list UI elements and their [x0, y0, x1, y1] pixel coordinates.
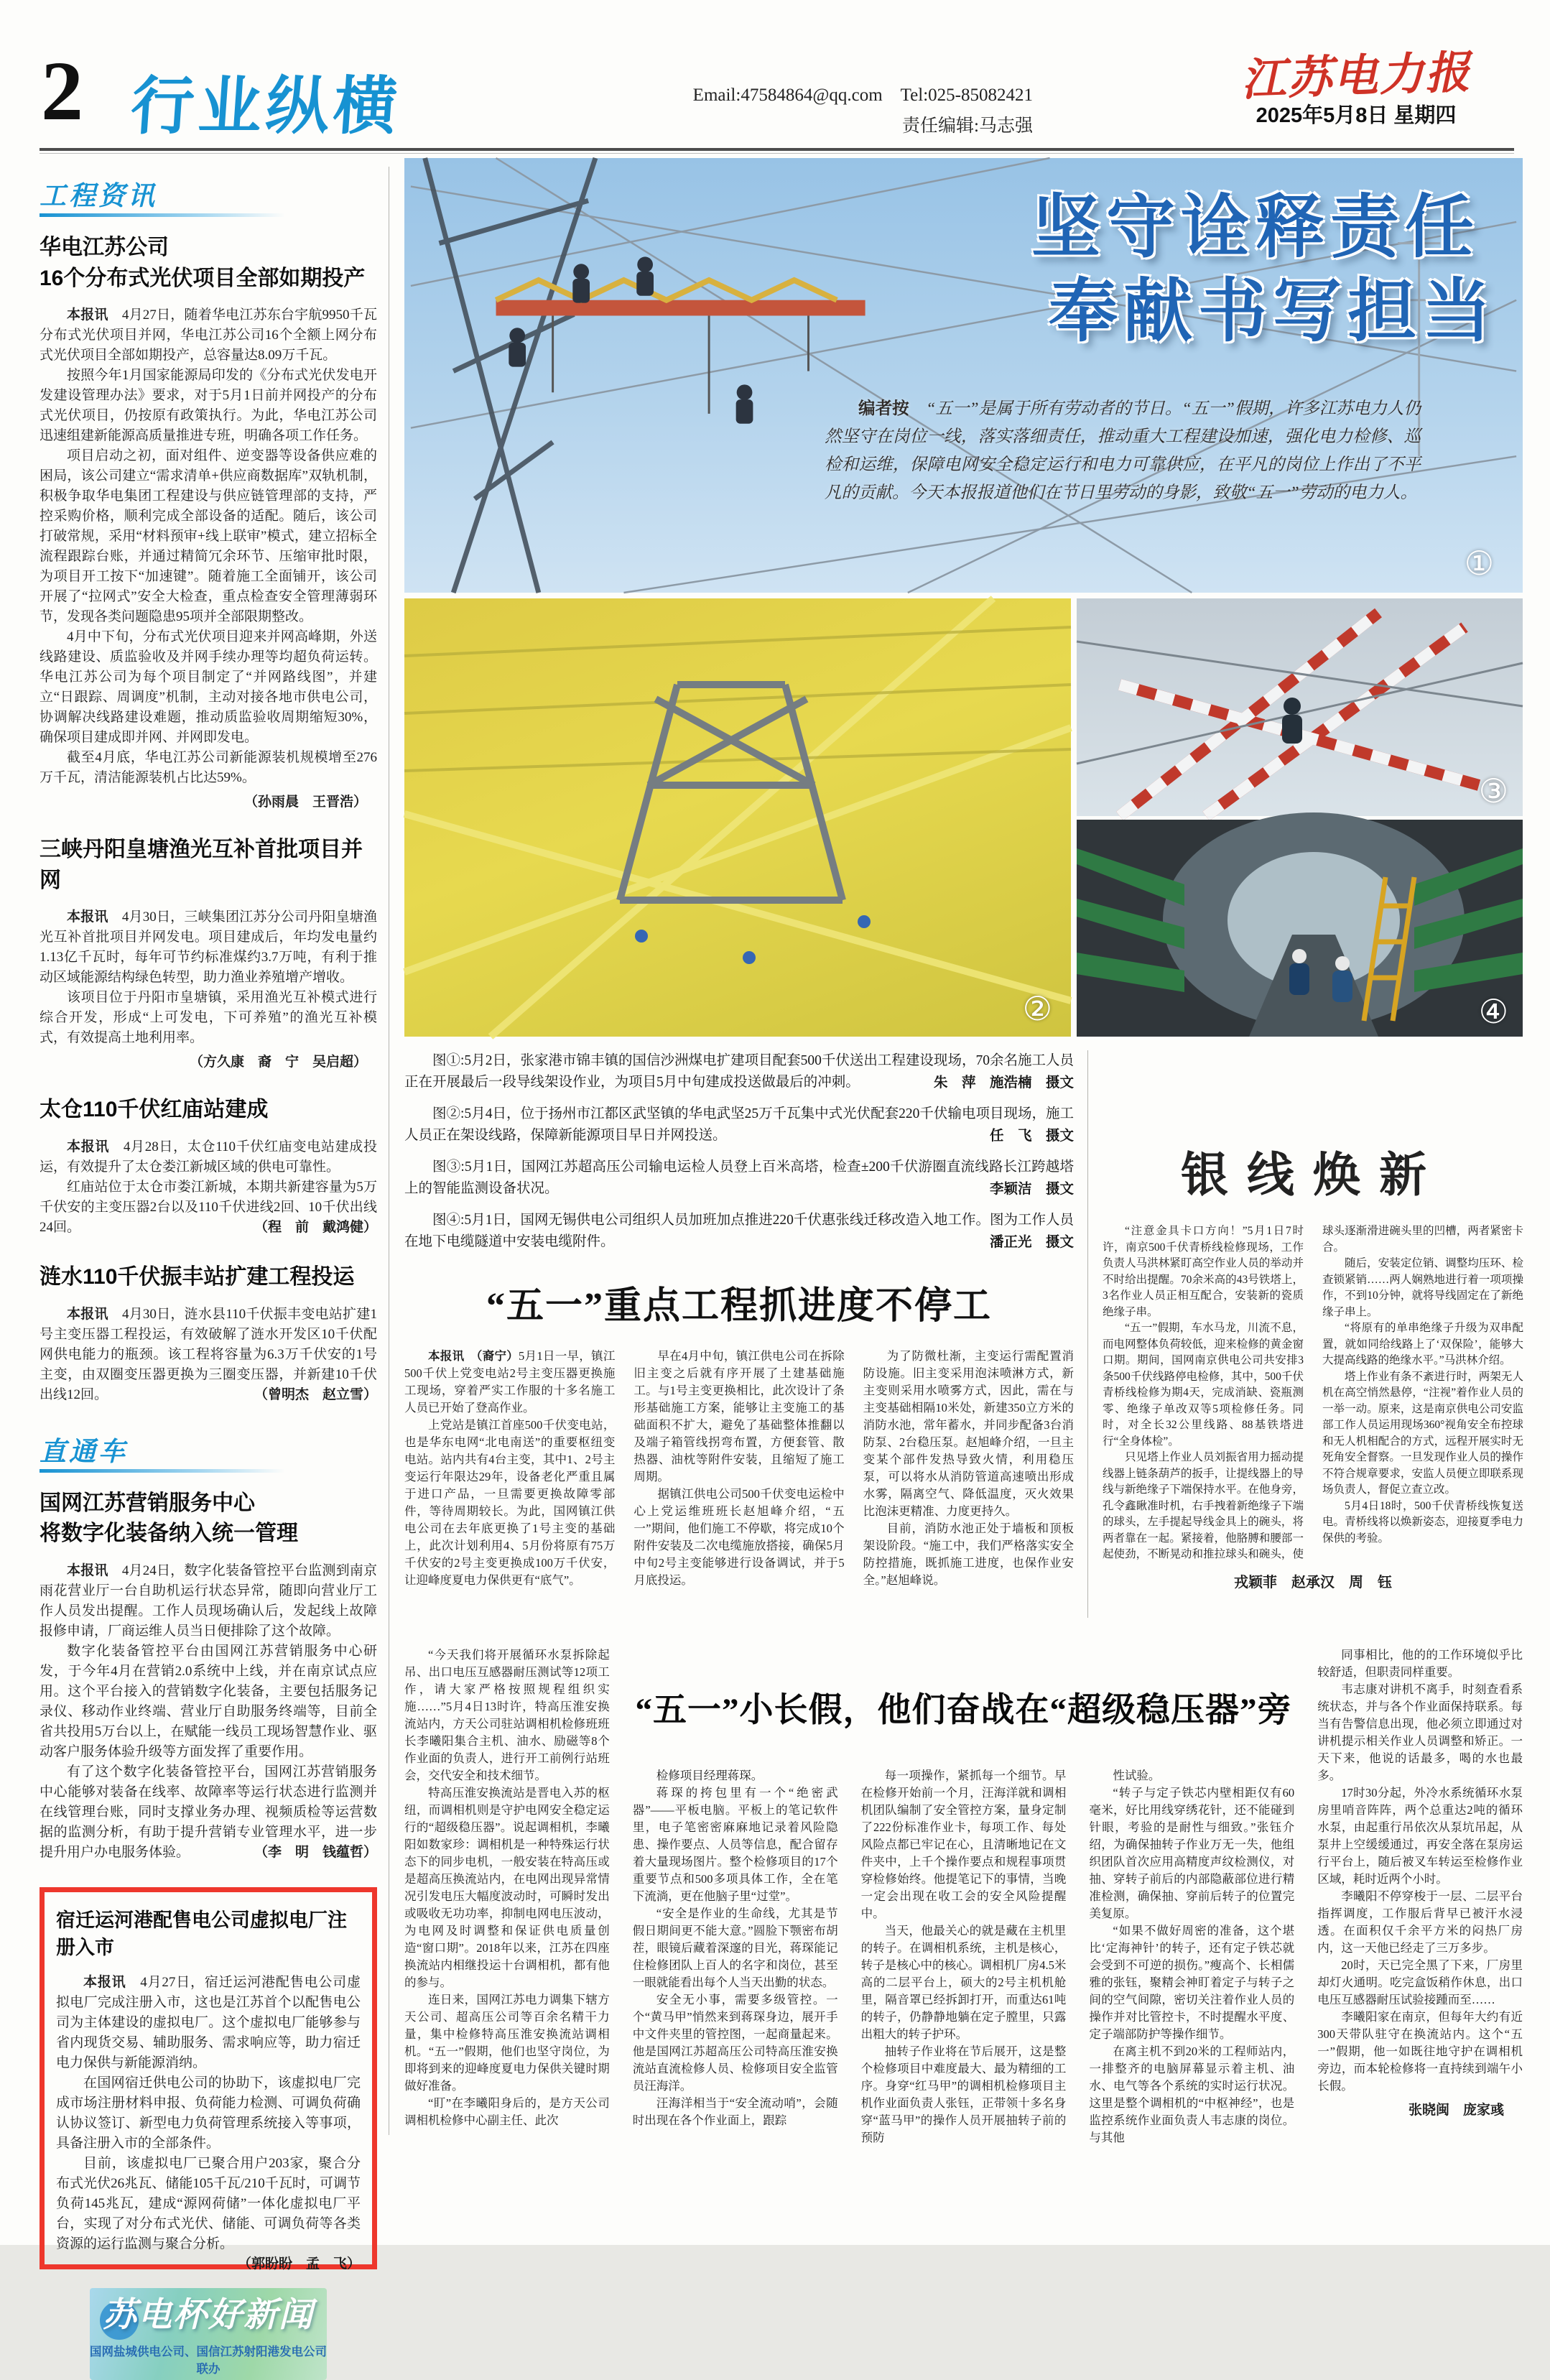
article-silver-lines: [1103, 1136, 1523, 1616]
bottom-column-1: [404, 1647, 610, 2241]
article-title: [56, 1907, 361, 1962]
lead-label: 本报讯: [67, 1306, 122, 1322]
banner-subtitle: 国网盐城供电公司、国信江苏射阳港发电公司联办: [90, 2345, 327, 2376]
paragraph: 目前，该虚拟电厂已聚合用户203家，聚合分布式光伏26兆瓦、储能105千瓦/210千瓦时，可调节负荷145兆瓦，建成“源网荷储”一体化虚拟电厂平台，实现了对分布式光伏、储能、可调负荷等各类资源的运行监测与聚合分析。 （郭盼盼 孟 飞）: [56, 2154, 361, 2254]
photo-headline-line-1: 坚守诠释责任: [1031, 189, 1480, 266]
key-projects-body: [404, 1348, 1074, 1589]
editor-note: [825, 395, 1421, 507]
lead-label: 本报讯 （裔宁）: [428, 1350, 519, 1363]
tel-text: Tel:025-85082421: [900, 85, 1033, 105]
article-title: [40, 233, 377, 294]
paragraph: 5月4日18时，500千伏青桥线恢复送电。青桥线将以焕新姿态，迎接夏季电力保供的考验。: [1322, 1499, 1523, 1545]
page-header: [40, 43, 1514, 147]
photo-caption: 图④:5月1日，国网无锡供电公司组织人员加班加点推进220千伏惠张线迁移改造入地工作。图为工作人员在地下电缆隧道中安装电缆附件。 潘正光 摄文: [404, 1210, 1074, 1253]
photo-4-image: [1077, 820, 1523, 1037]
photo-caption: 图②:5月4日，位于扬州市江都区武坚镇的华电武坚25万千瓦集中式光伏配套220千伏输电项目现场，施工人员正在架设线路，保障新能源项目早日并网投送。 任 飞 摄文: [404, 1103, 1074, 1147]
section-title: 行业纵横: [129, 70, 404, 142]
article-title-line: 国网江苏营销服务中心: [40, 1491, 255, 1515]
paragraph: 本报讯 4月30日，涟水县110千伏振丰变电站扩建1号主变压器工程投运，有效破解了涟水开发区10千伏配网供电能力的瓶颈。该工程将容量为6.3万千伏安的1号主变，由双圈变压器更换为三圈变压器，并新建10千伏出线12回。 （曾明杰 赵立雪）: [40, 1305, 377, 1405]
bottom-column-4: [1089, 1767, 1294, 2241]
photo-headline: [962, 185, 1497, 353]
silver-article-title: 银线焕新: [1181, 1149, 1445, 1202]
article-title: [40, 1488, 377, 1550]
lead-label: 本报讯: [67, 1562, 122, 1578]
paragraph: “今天我们将开展循环水泵拆除起吊、出口电压互感器耐压测试等12项工作，请大家严格按照规程组织实施……”5月4日13时许，特高压淮安换流站内，方天公司驻站调相机检修班班长李曦阳集合主机、油水、励磁等8个作业面的负责人，进行开工前例行站班会，交代安全和技术细节。: [404, 1648, 610, 1782]
paragraph: “安全是作业的生命线，尤其是节假日期间更不能大意。”圆脸下颚密布胡茬，眼镜后藏着深邃的目光，蒋琛能记住检修团队上百人的名字和岗位，甚至一眼就能看出每个人当天出勤的状态。: [632, 1907, 838, 1989]
article-taicang-hongmiao: [40, 1095, 377, 1238]
email-text: Email:47584864@qq.com: [692, 85, 883, 105]
lead-label: 本报讯: [67, 909, 122, 925]
paragraph: 目前，消防水池正处于墙板和顶板架设阶段。“施工中，我们严格落实安全防控措施，既抓施工进度，也保作业安全。”赵旭峰说。: [863, 1522, 1074, 1587]
paragraph: 性试验。: [1113, 1769, 1161, 1782]
photo-caption: 图①:5月2日，张家港市锦丰镇的国信沙洲煤电扩建项目配套500千伏送出工程建设现场，70余名施工人员正在开展最后一段导线架设作业，为项目5月中旬建成投送做最后的冲刺。 朱 萍 施浩楠 摄文: [404, 1050, 1074, 1093]
photo-captions: [404, 1050, 1074, 1263]
contact-info: [693, 80, 1033, 142]
photo-2-image: [404, 598, 1071, 1037]
paragraph: 塔上作业有条不紊进行时，两架无人机在高空悄然悬停，“注视”着作业人员的一举一动。原来，这是南京供电公司安监部工作人员运用现场360°视角安全布控球和无人机相配合的方式，远程开展实时无死角安全督察。一旦发现作业人员的操作不符合规章要求，安监人员便立即联系现场负责人，督促立查立改。: [1322, 1370, 1523, 1496]
lead-label: 本报讯: [67, 307, 122, 323]
article-marketing-center: [40, 1488, 377, 1863]
paragraph: 据镇江供电公司500千伏变电运检中心上党运维班班长赵旭峰介绍，“五一”期间，他们施工不停歇，将完成10个附件安装及二次电缆施放搭接，确保5月中旬2号主变能够进行设备调试，并于5月底投运。: [634, 1487, 845, 1587]
feature-divider: [1087, 1050, 1088, 1618]
issue-date: 2025年5月8日 星期四: [1256, 104, 1457, 127]
article-byline: （方久康 裔 宁 吴启超）: [189, 1055, 367, 1070]
paragraph-text: 5月1日一早，镇江500千伏上党变电站2号主变压器更换施工现场，穿着严实工作服的十多名施工人员已开始了登高作业。: [404, 1349, 616, 1414]
article-suqian-vpp: [56, 1907, 361, 2272]
paragraph: 该项目位于丹阳市皇塘镇，采用渔光互补模式进行综合开发，形成“上可发电，下可养殖”的渔光互补模式，有效提高土地利用率。: [40, 990, 377, 1046]
paragraph: 4月中下旬，分布式光伏项目迎来并网高峰期，外送线路建设、质监验收及并网手续办理等均超负荷运转。华电江苏公司为每个项目制定了“并网路线图”，并建立“日跟踪、周调度”机制，主动对接各地市供电公司，协调解决线路建设难题，推动质监验收周期缩短30%，确保项目建成即并网、并网即发电。: [40, 629, 377, 746]
paragraph: 蒋琛的挎包里有一个“绝密武器”——平板电脑。平板上的笔记软件里，电子笔密密麻麻地记录着风险隐患、操作要点、人员等信息，配合留存着大量现场图片。整个检修项目的17个重要节点和500多项具体工作，全在笔下流淌，更在他脑子里“过堂”。: [632, 1786, 838, 1903]
left-column: [40, 167, 377, 2380]
photographer-credit: 李颖洁 摄文: [989, 1181, 1074, 1197]
article-title-line: 太仓110千伏红庙站建成: [40, 1098, 269, 1122]
page-number: 2: [41, 44, 83, 138]
bottom-column-2: [633, 1767, 838, 2241]
photographer-credit: 任 飞 摄文: [989, 1128, 1074, 1144]
article-title-line: 将数字化装备纳入统一管理: [40, 1522, 298, 1546]
photo-3-image: [1077, 598, 1523, 816]
paragraph: 随后，安装定位销、调整均压环、检查锁紧销……两人娴熟地进行着一项项操作，不到10分钟，就将导线固定在了新绝缘子串上。: [1322, 1257, 1523, 1318]
paragraph: 检修项目经理蒋琛。: [656, 1769, 764, 1782]
paragraph: 特高压淮安换流站是晋电入苏的枢纽，而调相机则是守护电网安全稳定运行的“超级稳压器”。说起调相机，李曦阳如数家珍：调相机是一种特殊运行状态下的同步电机，一般安装在特高压或是超高压换流站内，在电网出现异常情况引发电压大幅度波动时，可瞬时发出或吸收无功功率，抑制电网电压波动，为电网及时调整和保证供电质量创造“窗口期”。2018年以来，江苏在四座换流站内相继投运十台调相机，都有他的参与。: [404, 1786, 610, 1989]
bottom-column-3: [861, 1767, 1067, 2241]
paragraph: 项目启动之初，面对组件、逆变器等设备供应难的困局，该公司建立“需求清单+供应商数据库”双轨机制，积极争取华电集团工程建设与供应链管理部的支持，严控采购价格，顺利完成全部设备的适配。随后，该公司打破常规，采用“材料预审+线上联审”模式，建立招标全流程跟踪台账，并通过精简冗余环节、压缩审批时限，为项目开工按下“加速键”。随着施工全面铺开，该公司开展了“拉网式”安全大检查，重点检查安全管理薄弱环节，发现各类问题隐患95项并全部限期整改。: [40, 448, 377, 625]
paragraph: “如果不做好周密的准备，这个堪比‘定海神针’的转子，还有定子铁芯就会受到不可逆的损伤。”瘦高个、长相儒雅的张钰，聚精会神盯着定子与转子之间的空气间隙，密切关注着作业人员的操作并对比管控卡，不时提醒水平度、定子端部防护等操作细节。: [1089, 1924, 1295, 2041]
paragraph: 红庙站位于太仓市娄江新城，本期共新建容量为5万千伏安的主变压器2台以及110千伏进线2回、10千伏出线24回。 （程 前 戴鸿健）: [40, 1177, 377, 1238]
paragraph: 在离主机不到20米的工程师站内，一排整齐的电脑屏幕显示着主机、油水、电气等各个系统的实时运行状况。这里是整个调相机的“中枢神经”，也是监控系统作业面负责人韦志康的岗位。与其他: [1089, 2045, 1295, 2144]
paragraph: 李曦阳家在南京，但每年大约有近300天带队驻守在换流站内。这个“五一”假期，他一如既往地守护在调相机旁边，而本轮检修将一直持续到端午小长假。: [1317, 2010, 1523, 2093]
article-byline: （孙雨晨 王晋浩）: [243, 795, 367, 810]
paragraph: “注意金具卡口方向！”5月1日7时许，南京500千伏青桥线检修现场，工作负责人马洪林紧盯高空作业人员的举动并不时给出提醒。70余米高的43号铁塔上，3名作业人员正相互配合，安装新的瓷质绝缘子串。: [1103, 1225, 1304, 1318]
key-projects-title: “五一”重点工程抓进度不停工: [486, 1286, 992, 1327]
article-title-line: 宿迁运河港配售电公司虚拟电厂注册入市: [56, 1909, 347, 1959]
paragraph: 安全无小事，需要多级管控。一个“黄马甲”悄然来到蒋琛身边，展开手中文件夹里的管控图，一起商量起来。他是国网江苏超高压公司特高压淮安换流站直流检修人员、检修项目安全监管员汪海洋。: [632, 1993, 838, 2093]
article-byline: （李 明 钱蕴哲）: [254, 1844, 377, 1860]
paragraph: “转子与定子铁芯内壁相距仅有60毫米，好比用线穿绣花针，还不能碰到针眼，考验的是耐性与细致。”张钰介绍，为确保抽转子作业万无一失，他组织团队首次应用高精度声纹检测仪，对抽、穿转子前后的内部隐蔽部位进行精准检测，确保抽、穿前后转子的位置完美复原。: [1089, 1786, 1295, 1920]
paragraph: 当天，他最关心的就是藏在主机里的转子。在调相机系统，主机是核心，转子是核心中的核心。调相机厂房4.5米高的二层平台上，硕大的2号主机机舱里，隔音罩已经拆卸打开，而重达61吨的转子，仍静静地躺在定子膛里，只露出粗大的转子护环。: [860, 1924, 1067, 2041]
section-label-express: 直通车: [40, 1430, 377, 1473]
paragraph: 本报讯 4月27日，随着华电江苏东台宇航9950千瓦分布式光伏项目并网，华电江苏公司16个全额上网分布式光伏项目全部如期投产，总容量达8.09万千瓦。: [40, 307, 377, 364]
article-title: [40, 1262, 377, 1293]
paragraph: “五一”假期，车水马龙，川流不息，而电网整体负荷较低，迎来检修的黄金窗口期。期间，国网南京供电公司共安排3条500千伏线路停电检修，其中，500千伏青桥线检修为期4天，完成消缺、瓷瓶测零、绝缘子单改双等5项检修任务。同时，对全长32公里线路、88基铁塔进行“全身体检”。: [1103, 1322, 1304, 1448]
lead-label: 本报讯: [83, 1975, 141, 1991]
article-huadian-pv: [40, 233, 377, 810]
article-byline: （郭盼盼 孟 飞）: [237, 2256, 361, 2272]
article-holiday-compensator: [404, 1647, 1523, 2241]
photographer-credit: 潘正光 摄文: [989, 1234, 1074, 1250]
article-byline: （曾明杰 赵立雪）: [254, 1386, 377, 1402]
photo-1-crane-worksite: [404, 158, 1523, 593]
paragraph: 连日来，国网江苏电力调集下辖方天公司、超高压公司等百余名精干力量，集中检修特高压淮安换流站调相机。“五一”假期，他们也坚守岗位，为即将到来的迎峰度夏电力保供关键时期做好准备。: [404, 1993, 610, 2093]
editor-note-text: “五一”是属于所有劳动者的节日。“五一”假期，许多江苏电力人仍然坚守在岗位一线，落实落细责任，推动重大工程建设加速，强化电力检修、巡检和运维，保障电网安全稳定运行和电力可靠供应，在平凡的岗位上作出了不平凡的贡献。今天本报报道他们在节日里劳动的身影，致敬“五一”劳动的电力人。: [825, 399, 1421, 502]
silver-article-body: [1103, 1223, 1523, 1563]
paragraph: 本报讯 4月24日，数字化装备管控平台监测到南京雨花营业厅一台自助机运行状态异常，随即向营业厅工作人员发出提醒。工作人员现场确认后，发起线上故障报修申请，厂商运维人员当日便排除了这个故障。: [40, 1562, 377, 1639]
paragraph: 17时30分起，外冷水系统循环水泵房里哨音阵阵，两个总重达2吨的循环水泵，由起重行吊依次从泵坑吊起，从泵井上空缓缓通过，再安全落在泵房运行平台上，随后被叉车转运至检修作业区域，耗时近两个小时。: [1317, 1786, 1523, 1886]
paragraph: 本报讯 4月27日，宿迁运河港配售电公司虚拟电厂完成注册入市，这也是江苏首个以配售电公司为主体建设的虚拟电厂。这个虚拟电厂能够参与省内现货交易、辅助服务、需求响应等，助力宿迁电力保供与新能源消纳。: [56, 1975, 361, 2071]
article-key-projects: [404, 1275, 1074, 1638]
paragraph: [404, 1348, 615, 1417]
paragraph: “盯”在李曦阳身后的，是方天公司调相机检修中心副主任、此次: [404, 2096, 610, 2127]
paragraph: 截至4月底，华电江苏公司新能源装机规模增至276万千瓦，清洁能源装机占比达59%。: [40, 750, 377, 786]
paragraph: 韦志康对讲机不离手，时刻查看系统状态，并与各个作业面保持联系。每当有告警信息出现，他必须立即通过对讲机提示相关作业人员调整和矫正。一天下来，他说的话最多，喝的水也最多。: [1317, 1682, 1523, 1782]
article-title: [40, 1095, 377, 1126]
article-title-line: 涟水110千伏振丰站扩建工程投运: [40, 1264, 355, 1289]
paragraph: 为了防微杜渐，主变运行需配置消防设施。旧主变采用泡沫喷淋方式，新主变则采用水喷雾方式，因此，需在与主变基础相隔10米处，新建350立方米的消防水池，常年蓄水，并同步配备3台消防泵、2台稳压泵。赵旭峰介绍，一旦主变某个部件发热导致火情，利用稳压泵，可以将水从消防管道高速喷出形成水雾，隔离空气、降低温度，灭火效果比泡沫更精准、力度更持久。: [863, 1349, 1074, 1518]
section-label-engineering-news: 工程资讯: [40, 174, 377, 217]
lead-label: 本报讯: [67, 1139, 124, 1154]
photo-3-badge-icon: ③: [1478, 772, 1508, 810]
photo-caption: 图③:5月1日，国网江苏超高压公司输电运检人员登上百米高塔，检查±200千伏游圈直流线路长江跨越塔上的智能监测设备状况。 李颖洁 摄文: [404, 1157, 1074, 1200]
paragraph: 在国网宿迁供电公司的协助下，该虚拟电厂完成市场注册材料申报、负荷能力检测、可调负荷确认协议签订、新型电力负荷管理系统接入等事项，具备注册入市的全部条件。: [56, 2075, 361, 2152]
paragraph: 抽转子作业将在节后展开，这是整个检修项目中难度最大、最为精细的工序。身穿“红马甲”的调相机检修项目主机作业面负责人张钰，正带领十多名身穿“蓝马甲”的操作人员开展抽转子前的预防: [860, 2045, 1067, 2144]
editor-note-label: 编者按: [858, 399, 909, 418]
paragraph: 上党站是镇江首座500千伏变电站，也是华东电网“北电南送”的重要枢纽变电站。站内共有4台主变，其中1、2号主变运行年限达29年，设备老化严重且属于进口产品，一旦需要更换故障零部件，等待周期较长。为此，国网镇江供电公司在去年底更换了1号主变的基础上，此次计划利用4、5月份将原有75万千伏安的2号主变更换成100万千伏安，让迎峰度夏电力保供更有“底气”。: [404, 1418, 616, 1587]
paragraph: 李曦阳不停穿梭于一层、二层平台指挥调度，工作服后背早已被汗水浸透。在面积仅千余平方米的闷热厂房内，这一天他已经走了三万多步。: [1317, 1889, 1523, 1955]
bottom-column-5: [1317, 1647, 1523, 2241]
paragraph: 20时，天已完全黑了下来，厂房里却灯火通明。吃完盒饭稍作休息，出口电压互感器耐压试验接踵而至……: [1317, 1958, 1523, 2006]
contact-line-1: [693, 80, 1033, 111]
photo-headline-line-2: 奉献书写担当: [1049, 273, 1497, 351]
header-rule-thin: [40, 153, 1514, 154]
paragraph: 数字化装备管控平台由国网江苏营销服务中心研发，于今年4月在营销2.0系统中上线，并在南京试点应用。这个平台接入的营销数字化装备，主要包括服务记录仪、移动作业终端、营业厅自助服务终端等，目前全省共投用5万台以上，在赋能一线员工现场智慧作业、驱动客户服务体验升级等方面发挥了重要作用。: [40, 1643, 377, 1759]
header-rule: [40, 148, 1514, 151]
paragraph: 有了这个数字化装备管控平台，国网江苏营销服务中心能够对装备在线率、故障率等运行状态进行监测并在线管理台账，同时支撑业务办理、视频质检等运营数据的监测分析，有助于提升营销专业管理水平，进一步提升用户办电服务体验。 （李 明 钱蕴哲）: [40, 1762, 377, 1863]
paragraph: 每一项操作，紧抓每一个细节。早在检修开始前一个月，汪海洋就和调相机团队编制了安全管控方案，量身定制了222份标准作业卡，每项工作、每处风险点都已牢记在心，且清晰地记在文件夹中，上千个操作要点和规程事项贯穿检修始终。他提笔记下的事情，当晚一定会出现在收工会的安全风险提醒中。: [860, 1769, 1067, 1920]
banner-title: 苏电杯好新闻: [103, 2295, 314, 2334]
photo-4-cable-tunnel: [1077, 820, 1523, 1037]
photo-3-tower-inspection: [1077, 598, 1523, 816]
paragraph: 同事相比，他的的工作环境似乎比较舒适，但职责同样重要。: [1317, 1648, 1523, 1679]
article-title-line: 16个分布式光伏项目全部如期投产: [40, 266, 366, 290]
article-lianshui-zhenfeng: [40, 1262, 377, 1405]
photo-2-badge-icon: ②: [1022, 990, 1052, 1027]
paragraph: 本报讯 4月28日，太仓110千伏红庙变电站建成投运，有效提升了太仓娄江新城区域的供电可靠性。: [40, 1139, 377, 1175]
paragraph: 早在4月中旬，镇江供电公司在拆除旧主变之后就有序开展了土建基础施工。与1号主变更换相比，此次设计了条形基础施工方案，能够让主变施工的基础面积不扩大，避免了基础整体推翻以及端子箱管线拐弯布置，方便套管、散热器、油枕等附件安装，且缩短了施工周期。: [634, 1349, 845, 1483]
article-sanxia-danyang: [40, 835, 377, 1070]
bottom-column-5-body: [1317, 1647, 1523, 2095]
paragraph: “将原有的单串绝缘子升级为双串配置，就如同给线路上了‘双保险’，能够大大提高线路的绝缘水平。”马洪林介绍。: [1322, 1322, 1523, 1366]
photo-1-badge-icon: ①: [1464, 545, 1494, 582]
silver-article-byline: 戎颖菲 赵承汉 周 钰: [1234, 1574, 1392, 1590]
article-title: [40, 835, 377, 896]
editor-line: 责任编辑:马志强: [902, 116, 1033, 136]
paragraph: 只见塔上作业人员刘振省用力摇动提线器上链条葫芦的扳手，让提线器上的导线与新绝缘子下端保持水平。在他身旁，孔令鑫瞅准时机，右手拽着新绝缘子下端的球头，左手提起导线金具上的碗头，将两者靠在一起。紧接着，他胳膊和腰部一起使劲，不断晃动和推拉球头和碗头，使球头逐渐滑进碗头里的凹槽，两者紧密卡合。: [1103, 1225, 1523, 1560]
photo-2-rapeseed-field: [404, 598, 1071, 1037]
article-title-line: 三峡丹阳皇塘渔光互补首批项目并网: [40, 838, 363, 892]
article-byline: （程 前 戴鸿健）: [254, 1219, 377, 1235]
bottom-article-byline: 张晓闽 庞家彧: [1408, 2103, 1504, 2118]
photo-4-badge-icon: ④: [1478, 993, 1508, 1030]
photographer-credit: 朱 萍 施浩楠 摄文: [933, 1075, 1074, 1091]
paragraph: 按照今年1月国家能源局印发的《分布式光伏发电开发建设管理办法》要求，对于5月1日前并网投产的分布式光伏项目，仍按原有政策执行。为此，华电江苏公司迅速组建新能源高质量推进专班，明确各项工作任务。: [40, 368, 377, 444]
article-title-line: 华电江苏公司: [40, 236, 169, 259]
paragraph: 本报讯 4月30日，三峡集团江苏分公司丹阳皇塘渔光互补首批项目并网发电。项目建成后，年均发电量约1.13亿千瓦时，每年可节约标准煤约3.7万吨，有利于推动区域能源结构绿色转型，助力渔业养殖增产增收。: [40, 909, 377, 986]
paragraph: 汪海洋相当于“安全流动哨”，会随时出现在各个作业面上，跟踪: [632, 2096, 838, 2127]
highlight-red-box: [40, 1887, 377, 2270]
masthead-logo: 江苏电力报: [1240, 48, 1472, 106]
contest-banner: [90, 2288, 327, 2380]
bottom-article-title: “五一”小长假，他们奋战在“超级稳压器”旁: [635, 1691, 1292, 1729]
